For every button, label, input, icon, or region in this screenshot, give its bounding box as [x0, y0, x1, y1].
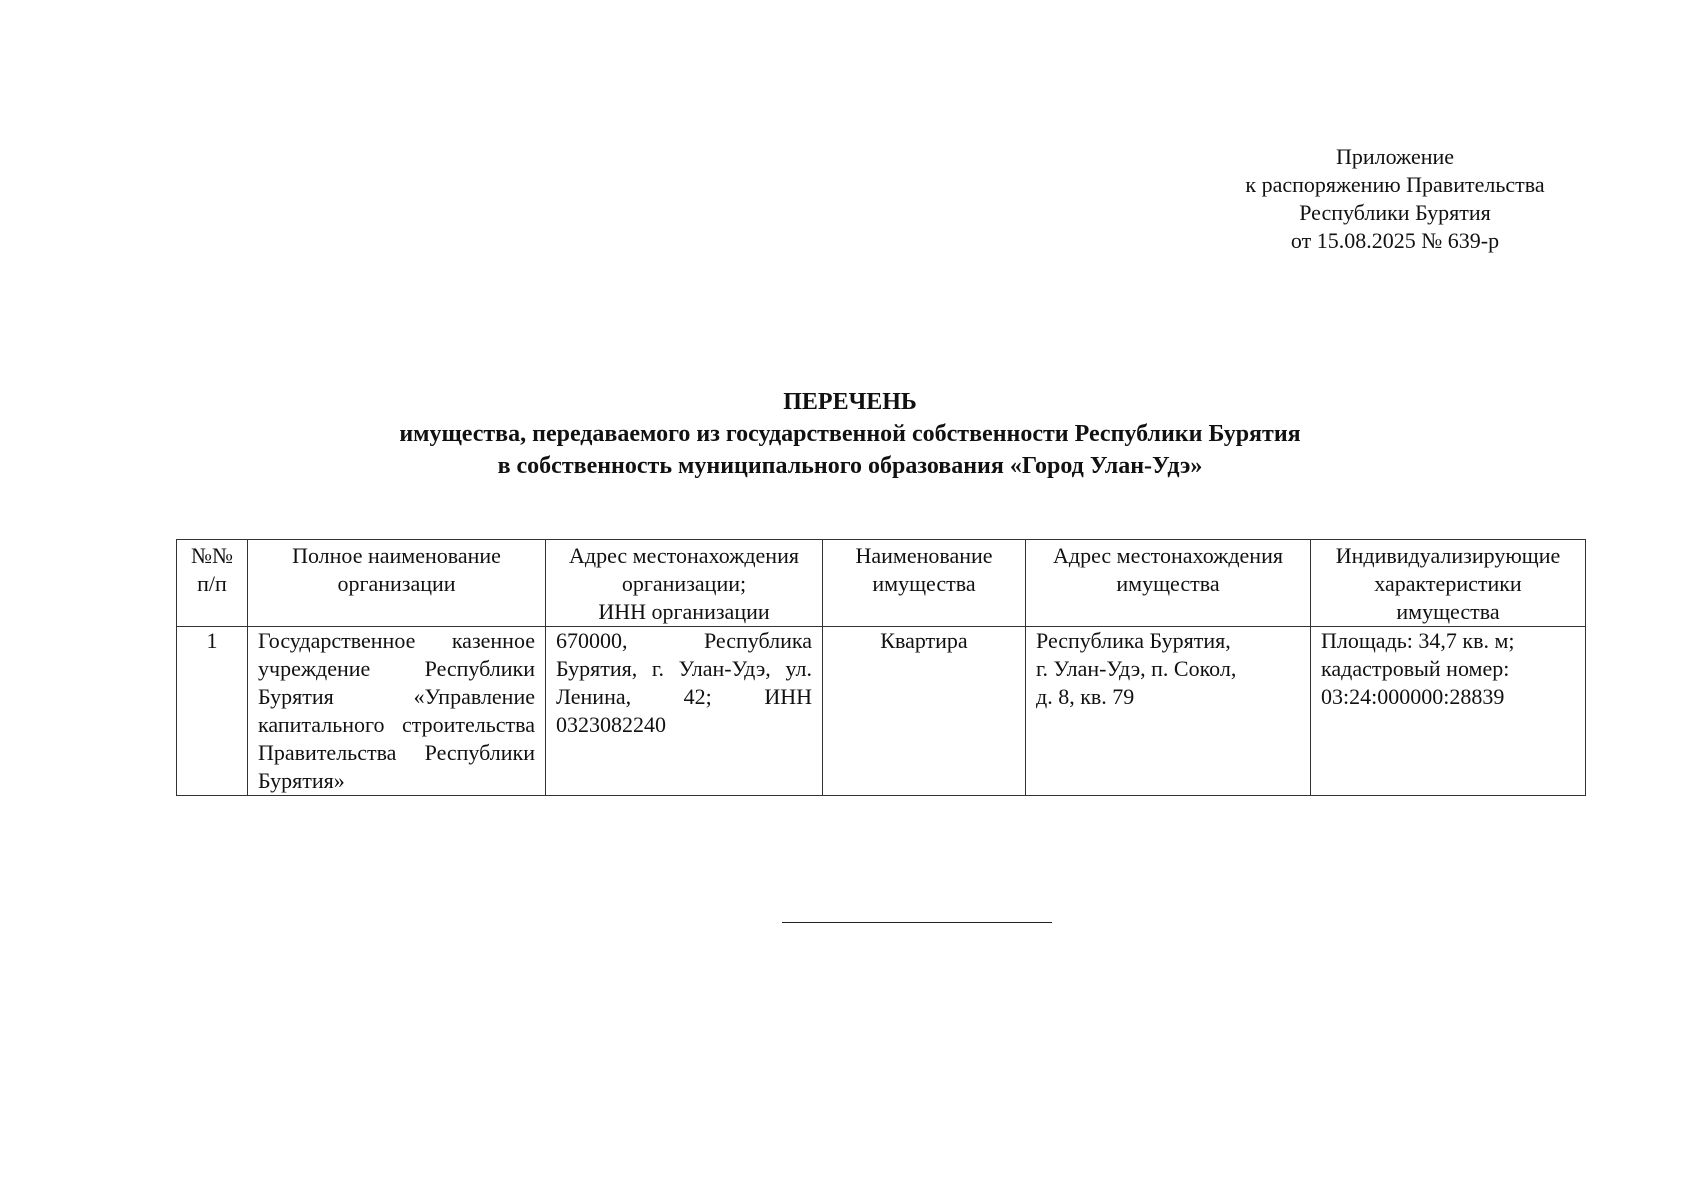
- cell-property-address: Республика Бурятия, г. Улан-Удэ, п. Сокол, д. 8, кв. 79: [1026, 627, 1311, 796]
- cell-characteristics: Площадь: 34,7 кв. м; кадастровый номер: 03:24:000000:28839: [1311, 627, 1586, 796]
- title-subheading: имущества, передаваемого из государственной собственности Республики Бурятия: [399, 421, 1301, 447]
- cell-org-address: 670000, Республика Бурятия, г. Улан-Удэ, ул. Ленина, 42; ИНН 0323082240: [546, 627, 823, 796]
- header-characteristics: Индивидуализирующие характеристики имущества: [1311, 540, 1586, 627]
- header-property-name: Наименование имущества: [823, 540, 1026, 627]
- appendix-label: Приложение: [1335, 144, 1455, 169]
- table-header-row: [177, 540, 1586, 627]
- header-number: №№ п/п: [177, 540, 248, 627]
- cell-property-name: Квартира: [823, 627, 1026, 796]
- appendix-decree-ref: к распоряжению Правительства: [1245, 172, 1545, 197]
- cell-org-name: Государственное казенное учреждение Республики Бурятия «Управление капитального строительства Правительства Республики Бурятия»: [248, 627, 546, 796]
- cell-number: 1: [177, 627, 248, 796]
- header-org-address: Адрес местонахождения организации; ИНН организации: [546, 540, 823, 627]
- document-title: [200, 386, 1500, 482]
- appendix-header: [1180, 143, 1610, 255]
- title-subheading-2: в собственность муниципального образования «Город Улан-Удэ»: [497, 453, 1203, 479]
- title-heading: ПЕРЕЧЕНЬ: [783, 389, 917, 415]
- header-org-name: Полное наименование организации: [248, 540, 546, 627]
- table-row: [177, 627, 1586, 796]
- property-table: [176, 539, 1586, 796]
- appendix-republic: Республики Бурятия: [1299, 200, 1491, 225]
- closing-divider: [782, 922, 1052, 923]
- header-property-address: Адрес местонахождения имущества: [1026, 540, 1311, 627]
- appendix-date-number: от 15.08.2025 № 639-р: [1290, 228, 1500, 253]
